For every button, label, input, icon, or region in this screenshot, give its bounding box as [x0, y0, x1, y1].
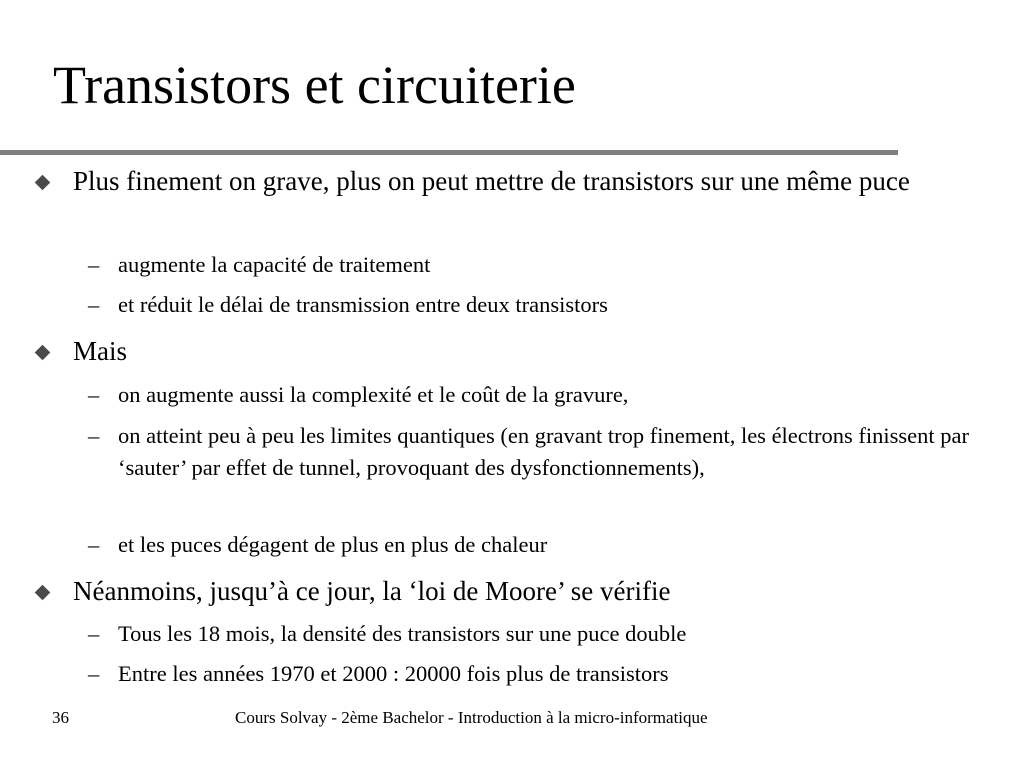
dash-icon: –: [88, 661, 100, 686]
bullet-item-text: Plus finement on grave, plus on peut mettre de transistors sur une même puce: [73, 166, 910, 196]
dash-icon: –: [88, 382, 100, 407]
sub-item-2-2: [88, 420, 978, 484]
dash-icon: –: [88, 621, 100, 646]
bullet-item-text: Mais: [73, 336, 127, 366]
sub-item-text: et réduit le délai de transmission entre deux transistors: [118, 292, 608, 317]
sub-item-text: Entre les années 1970 et 2000 : 20000 fois plus de transistors: [118, 661, 669, 686]
sub-item-1-2: [88, 289, 978, 321]
sub-item-text: et les puces dégagent de plus en plus de chaleur: [118, 532, 548, 557]
sub-item-text: Tous les 18 mois, la densité des transistors sur une puce double: [118, 621, 687, 646]
bullet-item-text: Néanmoins, jusqu’à ce jour, la ‘loi de Moore’ se vérifie: [73, 576, 671, 606]
bullet-item-3: [73, 573, 983, 609]
footer-text: Cours Solvay - 2ème Bachelor - Introduction à la micro-informatique: [235, 708, 708, 727]
bullet-item-1: [73, 163, 983, 199]
slide-title: Transistors et circuiterie: [53, 55, 576, 115]
dash-icon: –: [88, 292, 100, 317]
dash-icon: –: [88, 252, 100, 277]
dash-icon: –: [88, 423, 100, 448]
diamond-bullet-icon: [35, 175, 51, 191]
sub-item-text: on augmente aussi la complexité et le coût de la gravure,: [118, 382, 629, 407]
sub-item-text: on atteint peu à peu les limites quantiques (en gravant trop finement, les électrons finissent par ‘sauter’ par effet de tunnel, provoquant des dysfonctionnements),: [118, 423, 970, 480]
diamond-bullet-icon: [35, 345, 51, 361]
sub-item-2-1: [88, 379, 978, 411]
sub-item-1-1: [88, 249, 978, 281]
sub-item-2-3: [88, 529, 978, 561]
diamond-bullet-icon: [35, 585, 51, 601]
sub-item-3-1: [88, 618, 978, 650]
dash-icon: –: [88, 532, 100, 557]
sub-item-3-2: [88, 658, 978, 690]
sub-item-text: augmente la capacité de traitement: [118, 252, 431, 277]
page-number: 36: [52, 708, 69, 727]
bullet-item-2: [73, 333, 983, 369]
